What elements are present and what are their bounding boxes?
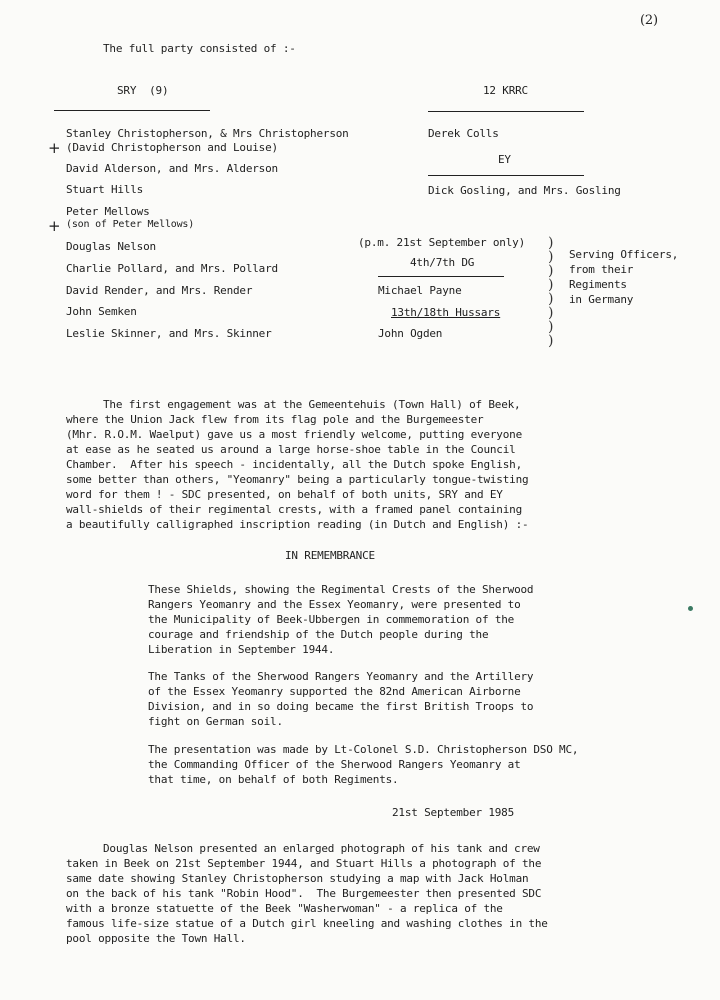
dg-heading: 4th/7th DG xyxy=(410,256,475,269)
serving-note: from their xyxy=(569,263,634,276)
party-member: Douglas Nelson xyxy=(66,240,156,253)
ey-heading-rule xyxy=(428,175,584,176)
hussars-heading: 13th/18th Hussars xyxy=(391,306,501,319)
paragraph-line: pool opposite the Town Hall. xyxy=(66,932,246,945)
paragraph-line: Douglas Nelson presented an enlarged photograph of his tank and crew xyxy=(103,842,540,855)
ey-heading: EY xyxy=(498,153,511,166)
paragraph-line: wall-shields of their regimental crests, with a framed panel containing xyxy=(66,503,523,516)
quote-line: that time, on behalf of both Regiments. xyxy=(148,773,399,786)
plus-mark: + xyxy=(48,139,61,157)
party-member: Peter Mellows xyxy=(66,205,150,218)
serving-note: Serving Officers, xyxy=(569,248,679,261)
quote-line: The presentation was made by Lt-Colonel S.D. Christopherson DSO MC, xyxy=(148,743,579,756)
paragraph-line: taken in Beek on 21st September 1944, and Stuart Hills a photograph of the xyxy=(66,857,542,870)
page-number: (2) xyxy=(640,13,658,28)
party-member: Stanley Christopherson, & Mrs Christopherson xyxy=(66,127,349,140)
party-member: Derek Colls xyxy=(428,127,499,140)
paragraph-line: on the back of his tank "Robin Hood". The Burgemeester then presented SDC xyxy=(66,887,542,900)
brace-mark: ) ) ) ) ) ) ) ) xyxy=(548,235,554,349)
paragraph-line: famous life-size statue of a Dutch girl kneeling and washing clothes in the xyxy=(66,917,548,930)
paragraph-line: a beautifully calligraphed inscription reading (in Dutch and English) :- xyxy=(66,518,529,531)
paragraph-line: at ease as he seated us around a large horse-shoe table in the Council xyxy=(66,443,516,456)
sry-heading-rule xyxy=(54,110,210,111)
pm-note: (p.m. 21st September only) xyxy=(358,236,525,249)
quote-line: of the Essex Yeomanry supported the 82nd American Airborne xyxy=(148,685,521,698)
paragraph-line: where the Union Jack flew from its flag pole and the Burgemeester xyxy=(66,413,484,426)
party-member-handwritten: (son of Peter Mellows) xyxy=(66,219,195,230)
quote-line: Rangers Yeomanry and the Essex Yeomanry, were presented to xyxy=(148,598,521,611)
party-member: David Alderson, and Mrs. Alderson xyxy=(66,162,278,175)
quote-line: Division, and in so doing became the first British Troops to xyxy=(148,700,534,713)
party-member: David Render, and Mrs. Render xyxy=(66,284,253,297)
party-member: Leslie Skinner, and Mrs. Skinner xyxy=(66,327,272,340)
party-member: Stuart Hills xyxy=(66,183,144,196)
quote-line: courage and friendship of the Dutch people during the xyxy=(148,628,489,641)
serving-note: Regiments xyxy=(569,278,627,291)
sry-heading: SRY (9) xyxy=(117,84,169,97)
party-member: Michael Payne xyxy=(378,284,462,297)
quote-line: The Tanks of the Sherwood Rangers Yeomanry and the Artillery xyxy=(148,670,534,683)
paragraph-line: same date showing Stanley Christopherson studying a map with Jack Holman xyxy=(66,872,529,885)
krrc-heading-rule xyxy=(428,111,584,112)
quote-line: the Municipality of Beek-Ubbergen in commemoration of the xyxy=(148,613,515,626)
paragraph-line: The first engagement was at the Gemeentehuis (Town Hall) of Beek, xyxy=(103,398,521,411)
presentation-date: 21st September 1985 xyxy=(392,806,515,819)
remembrance-title: IN REMEMBRANCE xyxy=(285,549,375,562)
party-member: (David Christopherson and Louise) xyxy=(66,141,278,154)
paragraph-line: Chamber. After his speech - incidentally, all the Dutch spoke English, xyxy=(66,458,523,471)
paragraph-line: word for them ! - SDC presented, on behalf of both units, SRY and EY xyxy=(66,488,503,501)
party-member: John Ogden xyxy=(378,327,443,340)
dg-heading-rule xyxy=(378,276,504,277)
plus-mark: + xyxy=(48,217,61,235)
paragraph-line: with a bronze statuette of the Beek "Washerwoman" - a replica of the xyxy=(66,902,503,915)
paragraph-line: some better than others, "Yeomanry" being a particularly tongue-twisting xyxy=(66,473,529,486)
party-member: John Semken xyxy=(66,305,137,318)
intro-line: The full party consisted of :- xyxy=(103,42,296,55)
krrc-heading: 12 KRRC xyxy=(483,84,528,97)
party-member: Dick Gosling, and Mrs. Gosling xyxy=(428,184,621,197)
party-member: Charlie Pollard, and Mrs. Pollard xyxy=(66,262,278,275)
quote-line: Liberation in September 1944. xyxy=(148,643,335,656)
quote-line: fight on German soil. xyxy=(148,715,283,728)
quote-line: the Commanding Officer of the Sherwood Rangers Yeomanry at xyxy=(148,758,521,771)
serving-note: in Germany xyxy=(569,293,634,306)
paragraph-line: (Mhr. R.O.M. Waelput) gave us a most friendly welcome, putting everyone xyxy=(66,428,523,441)
quote-line: These Shields, showing the Regimental Crests of the Sherwood xyxy=(148,583,534,596)
ink-spot xyxy=(688,606,693,611)
